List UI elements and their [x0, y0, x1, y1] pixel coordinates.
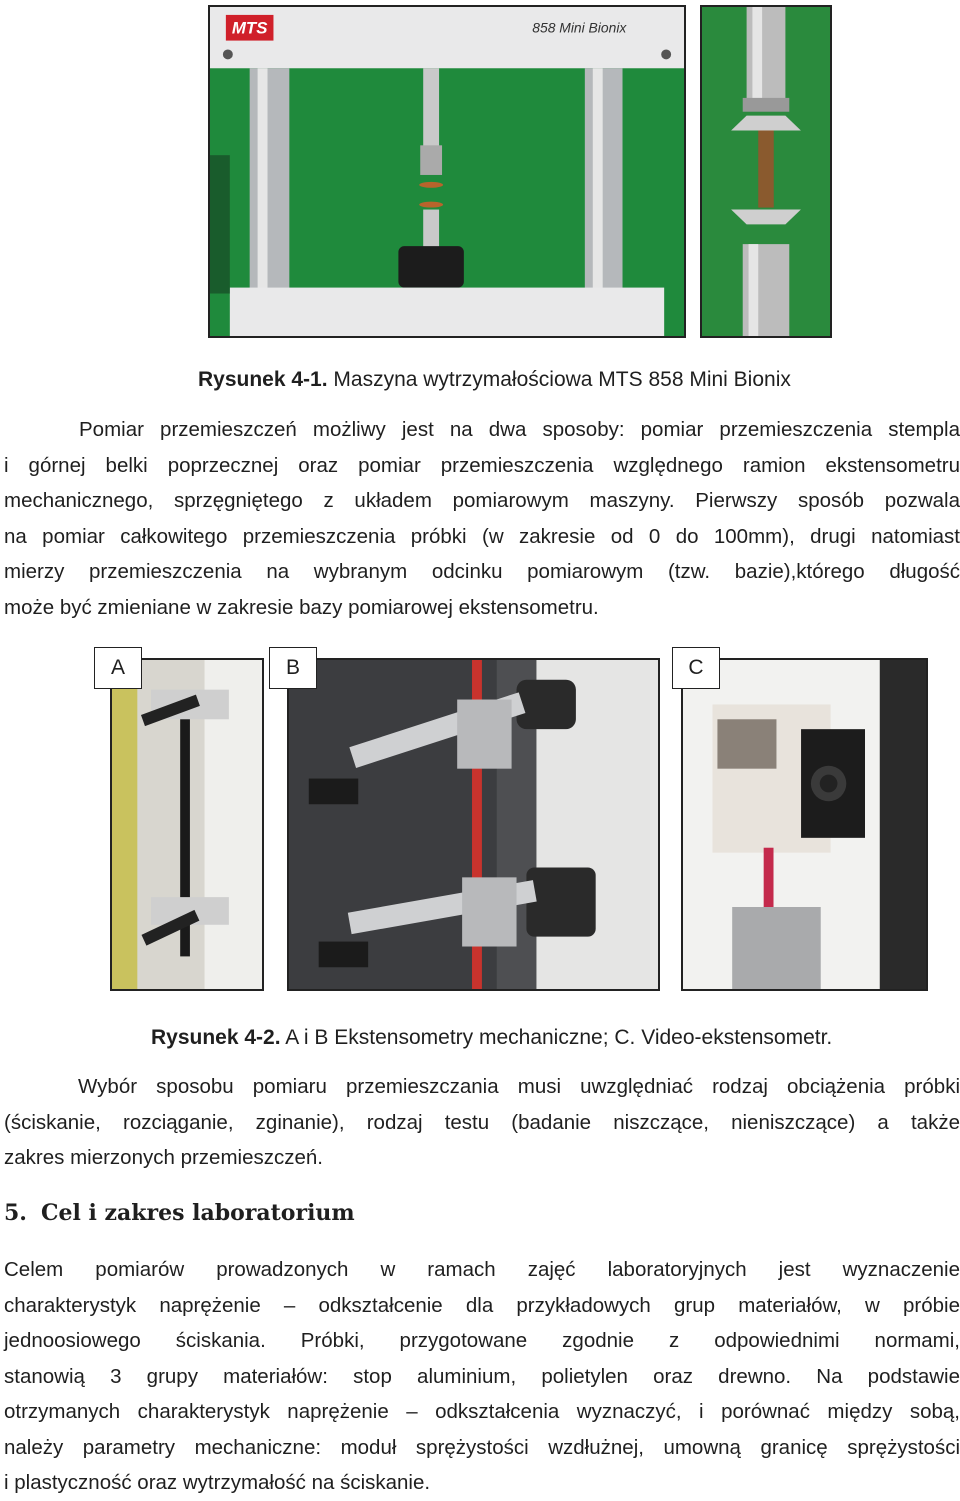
mts-logo: MTS [231, 18, 268, 38]
text-line: Wybór sposobu pomiaru przemieszczania musi uwzględniać rodzaj obciążenia próbki [78, 1075, 960, 1098]
figure-4-1-caption [198, 368, 791, 392]
model-plate: 858 Mini Bionix [532, 19, 627, 36]
text-line: mierzy przemieszczenia na wybranym odcinku pomiarowym (tzw. bazie),którego długość [4, 560, 960, 583]
figure-label-c: C [672, 647, 720, 689]
section-number: 5. [4, 1200, 27, 1226]
video-extensometer-c-photo [681, 658, 928, 991]
mts-machine-photo [208, 5, 686, 338]
section-title: Cel i zakres laboratorium [40, 1200, 355, 1226]
text-line: jednoosiowego ściskania. Próbki, przygotowane zgodnie z odpowiednimi normami, [4, 1329, 960, 1352]
text-line: mechanicznego, sprzęgniętego z układem pomiarowym maszyny. Pierwszy sposób pozwala [4, 489, 960, 512]
text-line: należy parametry mechaniczne: moduł sprężystości wzdłużnej, umowną granicę sprężystości [4, 1435, 960, 1459]
section-heading [4, 1200, 355, 1226]
text-line: i plastyczność oraz wytrzymałość na ściskanie. [4, 1471, 431, 1494]
paragraph-measurement-methods [4, 412, 960, 625]
paragraph-method-choice [4, 1069, 960, 1176]
text-line: może być zmieniane w zakresie bazy pomiarowej ekstensometru. [4, 595, 599, 619]
extensometer-b-photo [287, 658, 660, 991]
figure-caption-text: Maszyna wytrzymałościowa MTS 858 Mini Bionix [327, 368, 791, 391]
text-line: Celem pomiarów prowadzonych w ramach zajęć laboratoryjnych jest wyznaczenie [4, 1258, 960, 1281]
paragraph-lab-goal [4, 1252, 960, 1501]
text-line: i górnej belki poprzecznej oraz pomiar przemieszczenia względnego ramion ekstensometru [4, 453, 960, 477]
text-line: stanowią 3 grupy materiałów: stop aluminium, polietylen oraz drewno. Na podstawie [4, 1364, 960, 1388]
text-line: zakres mierzonych przemieszczeń. [4, 1146, 323, 1169]
figure-4-2-caption [151, 1026, 832, 1050]
figure-label-b: B [269, 647, 317, 689]
text-line: (ściskanie, rozciąganie, zginanie), rodzaj testu (badanie niszczące, nieniszczące) a także [4, 1110, 960, 1134]
figure-caption-text: A i B Ekstensometry mechaniczne; C. Video-ekstensometr. [280, 1026, 833, 1049]
extensometer-a-photo [110, 658, 264, 991]
text-line: na pomiar całkowitego przemieszczenia próbki (w zakresie od 0 do 100mm), drugi natomiast [4, 524, 960, 548]
text-line: Pomiar przemieszczeń możliwy jest na dwa sposoby: pomiar przemieszczenia stempla [79, 418, 960, 441]
figure-label-a: A [94, 647, 142, 689]
text-line: charakterystyk naprężenie – odkształcenie dla przykładowych grup materiałów, w próbie [4, 1293, 960, 1317]
text-line: otrzymanych charakterystyk naprężenie – odkształcenia wyznaczyć, i porównać między sobą, [4, 1400, 960, 1423]
specimen-closeup-photo [700, 5, 832, 338]
figure-label: Rysunek 4-2. [151, 1026, 281, 1049]
figure-label: Rysunek 4-1. [198, 368, 328, 391]
